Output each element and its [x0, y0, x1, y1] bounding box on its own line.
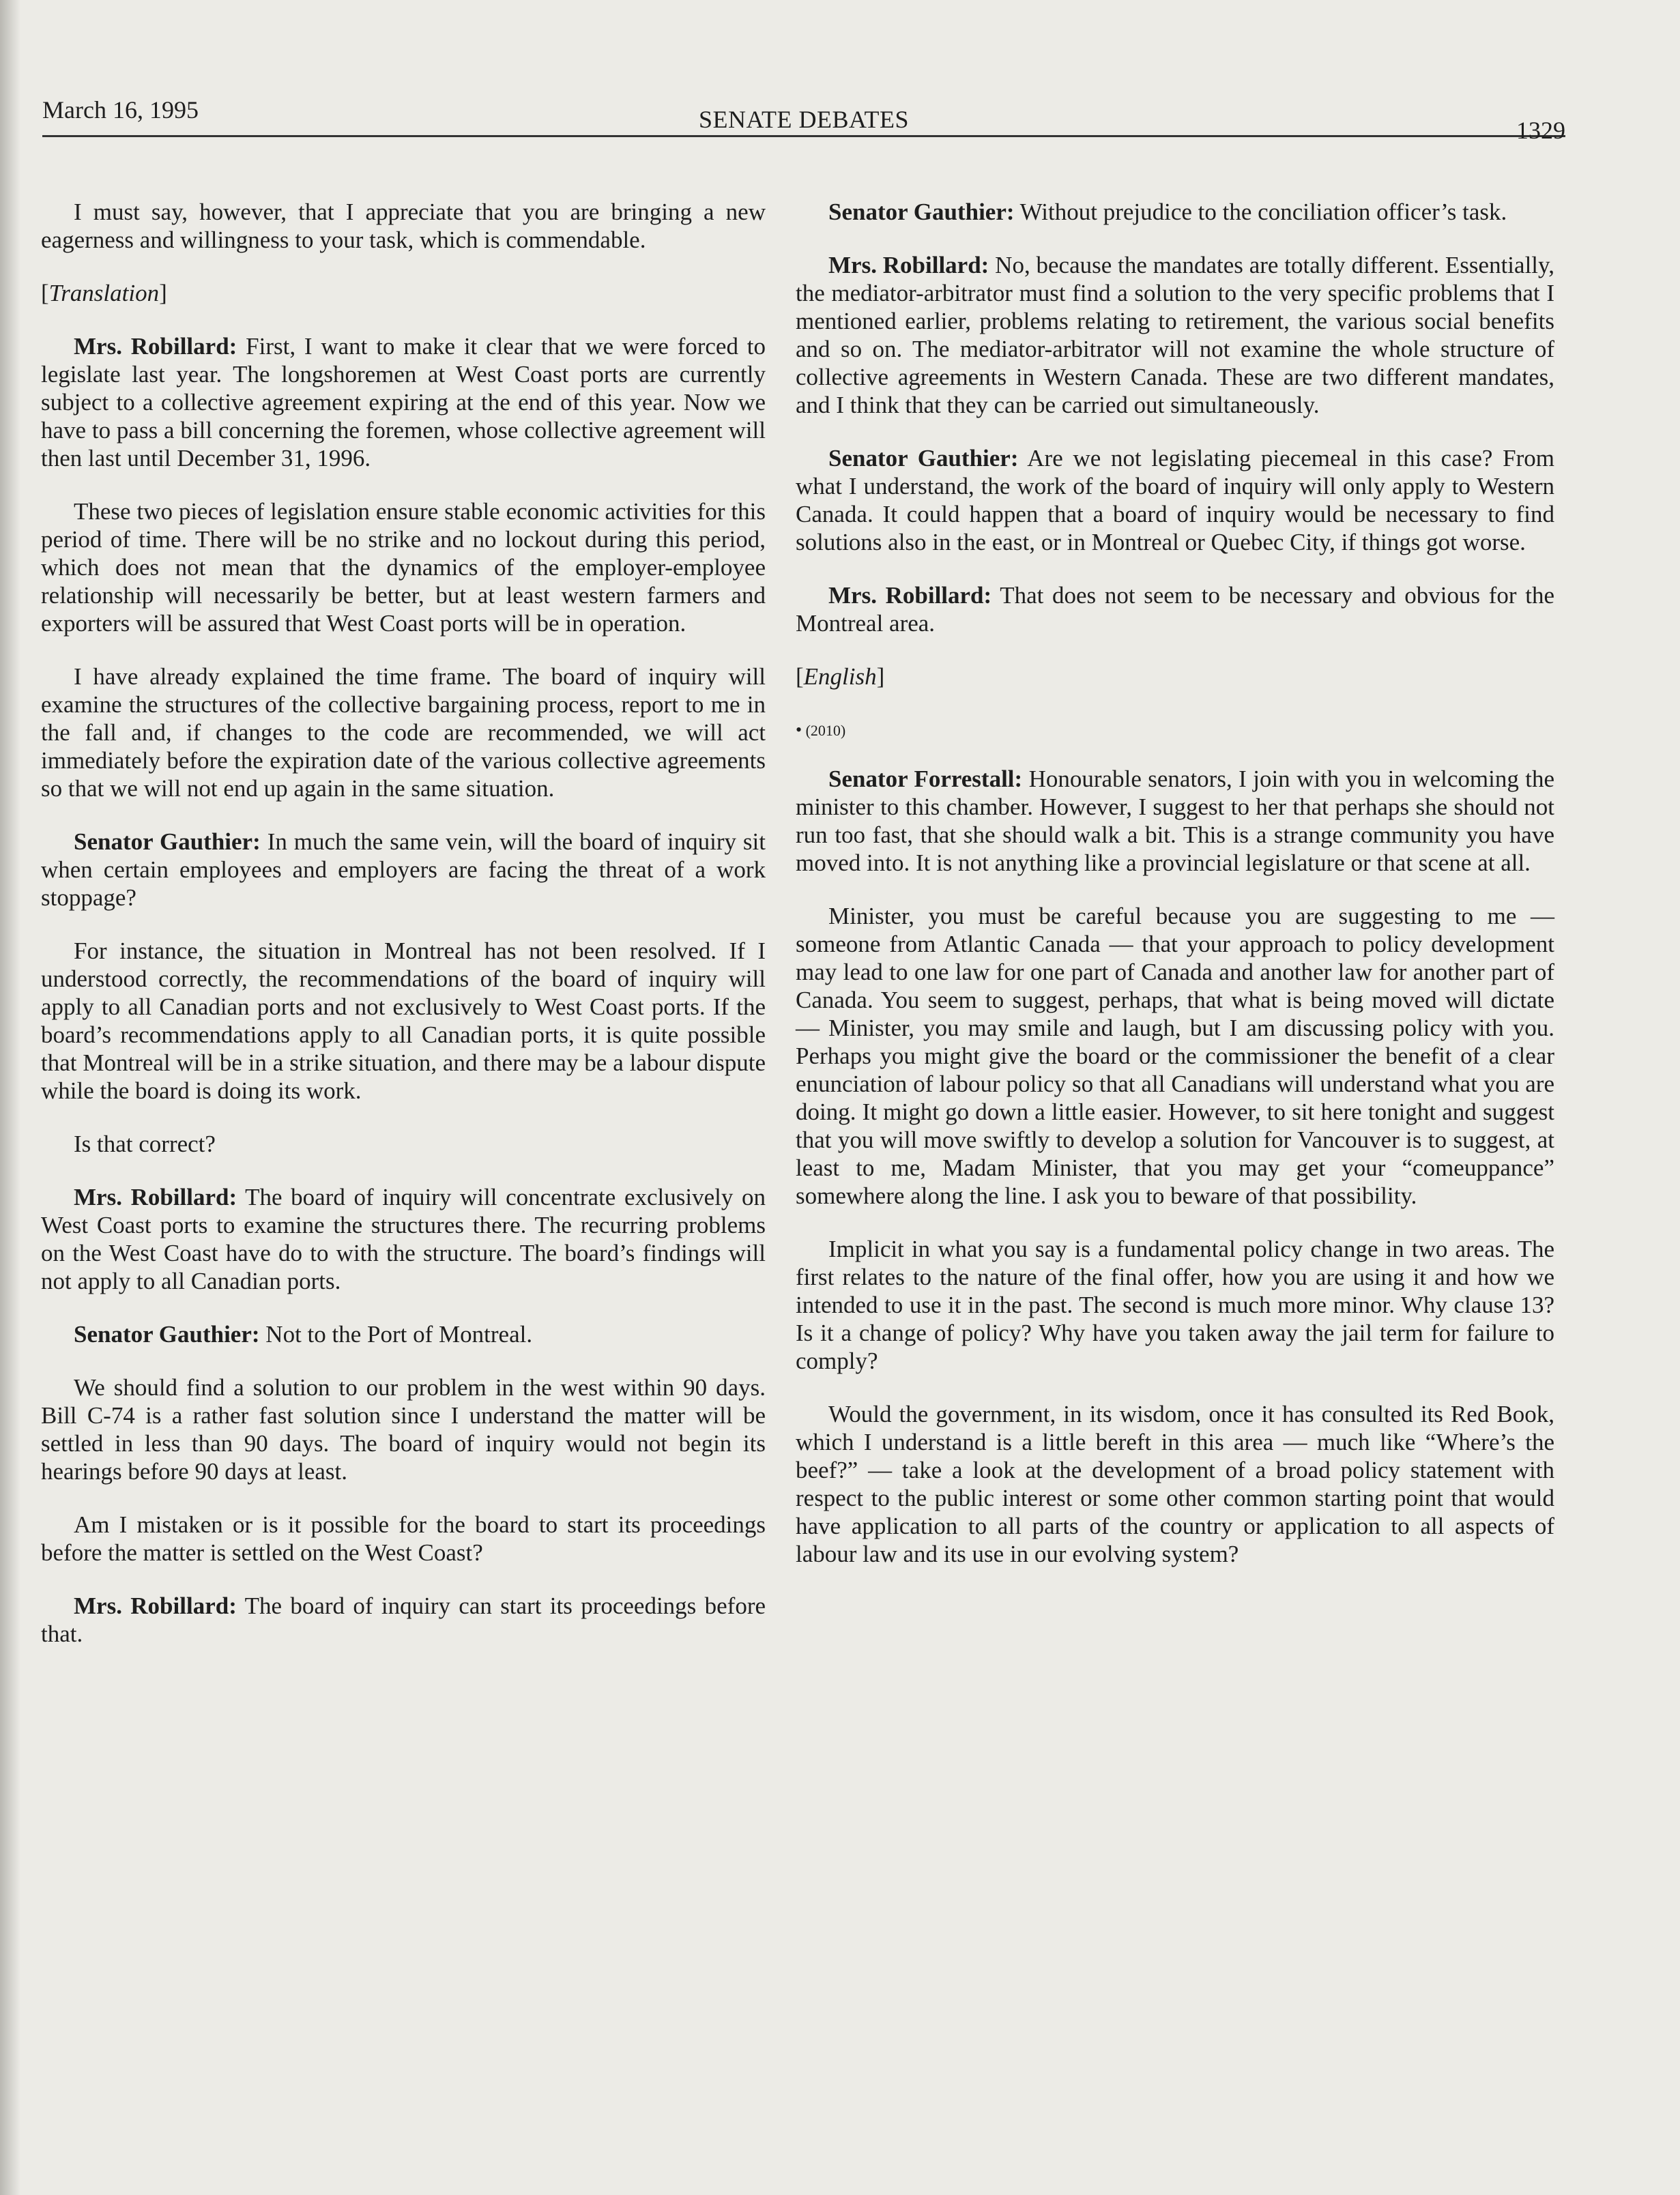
paragraph: Would the government, in its wisdom, once it has consulted its Red Book, which I understand is a little bereft in this area — much like “Where’s the beef?” — take a look at the development of a broad policy statement with respect to the public interest or some other common starting point that would have application to all parts of the country or application to all aspects of labour law and its use in our evolving system?: [796, 1401, 1554, 1567]
speech-paragraph: Mrs. Robillard: That does not seem to be necessary and obvious for the Montreal area.: [796, 582, 1554, 637]
speaker-name: Mrs. Robillard:: [828, 252, 989, 278]
speaker-name: Senator Gauthier:: [74, 828, 261, 855]
language-note-text: English: [803, 663, 877, 690]
speech-paragraph: Mrs. Robillard: No, because the mandates are totally different. Essentially, the mediator-arbitrator must find a solution to the very specific problems that I mentioned earlier, problems relating to retirement, the various social benefits and so on. The mediator-arbitrator will not examine the whole structure of collective agreements in Western Canada. These are two different mandates, and I think that they can be carried out simultaneously.: [796, 252, 1554, 418]
language-note-text: Translation: [48, 280, 160, 306]
paragraph: Minister, you must be careful because you are suggesting to me — someone from Atlantic Canada — that your approach to policy development may lead to one law for one part of Canada and another law for another part of Canada. You seem to suggest, perhaps, that what is being moved will dictate — Minister, you may smile and laugh, but I am discussing policy with you. Perhaps you might give the board or the commissioner the benefit of a clear enunciation of labour policy so that all Canadians will understand what you are doing. It might go down a little easier. However, to sit here tonight and suggest that you will move swiftly to develop a solution for Vancouver is to suggest, at least to me, Madam Minister, that you may get your “comeuppance” somewhere along the line. I ask you to beware of that possibility.: [796, 903, 1554, 1209]
paragraph: We should find a solution to our problem in the west within 90 days. Bill C-74 is a rather fast solution since I understand the matter will be settled in less than 90 days. The board of inquiry would not begin its hearings before 90 days at least.: [41, 1374, 766, 1485]
page-number: 1329: [1516, 117, 1565, 144]
speech-paragraph: Senator Gauthier: In much the same vein, will the board of inquiry sit when certain employees and employers are facing the threat of a work stoppage?: [41, 828, 766, 911]
speaker-name: Mrs. Robillard:: [74, 1184, 237, 1210]
speech-paragraph: Senator Forrestall: Honourable senators, I join with you in welcoming the minister to this chamber. However, I suggest to her that perhaps she should not run too fast, that she should walk a bit. This is a strange community you have moved into. It is not anything like a provincial legislature or that scene at all.: [796, 766, 1555, 876]
paragraph: I must say, however, that I appreciate that you are bringing a new eagerness and willingness to your task, which is commendable.: [41, 199, 766, 253]
speaker-name: Senator Gauthier:: [828, 445, 1019, 471]
language-note: [English]: [796, 663, 885, 690]
time-marker-text: (2010): [805, 722, 846, 739]
paragraph: These two pieces of legislation ensure stable economic activities for this period of time. There will be no strike and no lockout during this period, which does not mean that the dynamics of the employer-employee relationship will necessarily be better, but at least western farmers and exporters will be assured that West Coast ports will be in operation.: [41, 498, 766, 637]
paragraph: Am I mistaken or is it possible for the board to start its proceedings before the matter is settled on the West Coast?: [41, 1511, 766, 1566]
left-column: [41, 198, 766, 1673]
bullet-icon: •: [796, 720, 802, 740]
speech-paragraph: Mrs. Robillard: The board of inquiry will concentrate exclusively on West Coast ports to examine the structures there. The recurring problems on the West Coast have do to with the structure. The board’s findings will not apply to all Canadian ports.: [41, 1184, 766, 1294]
paragraph: Is that correct?: [74, 1131, 216, 1157]
speech-paragraph: Mrs. Robillard: First, I want to make it clear that we were forced to legislate last year. The longshoremen at West Coast ports are currently subject to a collective agreement expiring at the end of this year. Now we have to pass a bill concerning the foremen, whose collective agreement will then last until December 31, 1996.: [41, 333, 766, 471]
header-date: March 16, 1995: [42, 96, 199, 123]
speaker-name: Senator Forrestall:: [828, 766, 1023, 792]
language-note: [Translation]: [41, 280, 167, 306]
speech-paragraph: Senator Gauthier: Not to the Port of Montreal.: [74, 1321, 533, 1348]
speaker-name: Mrs. Robillard:: [74, 333, 237, 360]
speech-paragraph: Senator Gauthier: Without prejudice to the conciliation officer’s task.: [828, 199, 1507, 225]
scan-margin-shadow: [0, 0, 20, 2195]
speaker-name: Mrs. Robillard:: [74, 1593, 237, 1619]
paragraph: I have already explained the time frame. The board of inquiry will examine the structures of the collective bargaining process, report to me in the fall and, if changes to the code are recommended, we will act immediately before the expiration date of the various collective agreements so that we will not end up again in the same situation.: [41, 663, 766, 802]
right-column: [796, 198, 1554, 1593]
time-marker: [796, 716, 1554, 744]
speech-paragraph: Mrs. Robillard: The board of inquiry can start its proceedings before that.: [41, 1593, 766, 1647]
running-header: [42, 93, 1565, 144]
paragraph: For instance, the situation in Montreal has not been resolved. If I understood correctly, the recommendations of the board of inquiry will apply to all Canadian ports and not exclusively to West Coast ports. If the board’s recommendations apply to all Canadian ports, it is quite possible that Montreal will be in a strike situation, and there may be a labour dispute while the board is doing its work.: [41, 937, 766, 1104]
speaker-name: Senator Gauthier:: [828, 199, 1015, 225]
speaker-name: Mrs. Robillard:: [828, 582, 992, 609]
speech-paragraph: Senator Gauthier: Are we not legislating piecemeal in this case? From what I understand, the work of the board of inquiry will only apply to Western Canada. It could happen that a board of inquiry would be necessary to find solutions also in the east, or in Montreal or Quebec City, if things got worse.: [796, 445, 1554, 555]
paragraph: Implicit in what you say is a fundamental policy change in two areas. The first relates to the nature of the final offer, how you are using it and how we intended to use it in the past. The second is much more minor. Why clause 13? Is it a change of policy? Why have you taken away the jail term for failure to comply?: [796, 1236, 1554, 1374]
speaker-name: Senator Gauthier:: [74, 1321, 260, 1348]
header-publication-title: SENATE DEBATES: [698, 106, 909, 133]
